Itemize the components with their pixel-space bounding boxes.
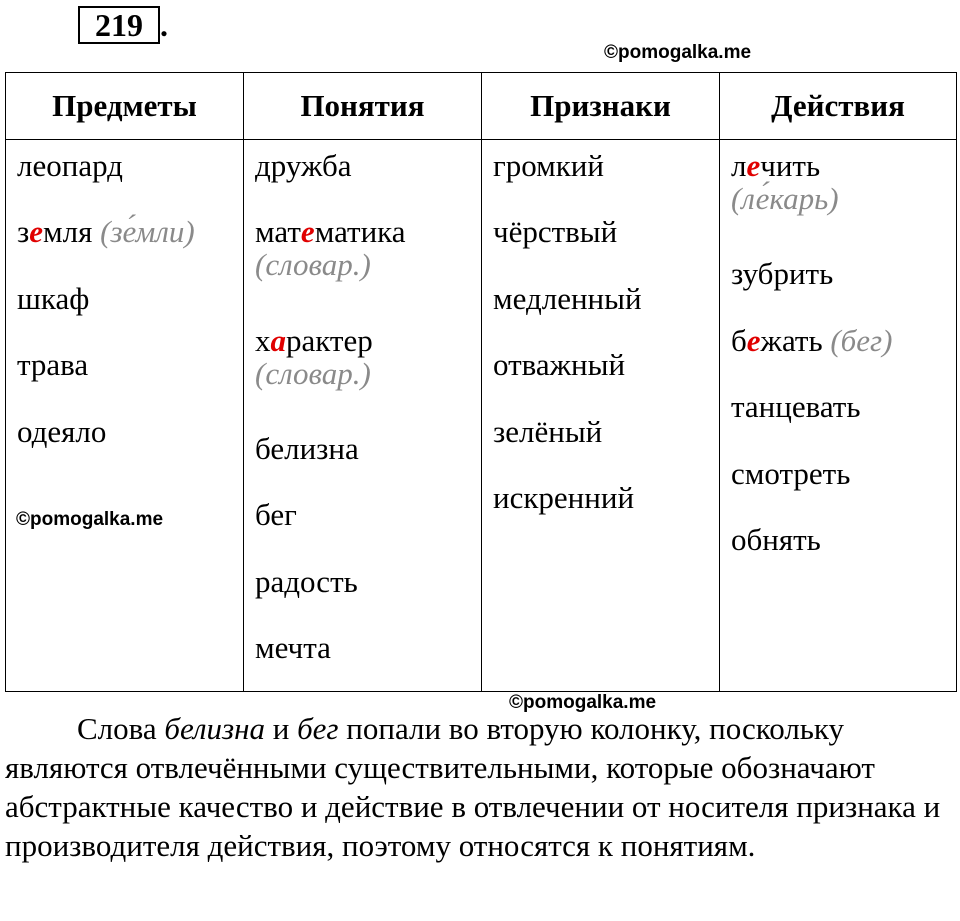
task-number-dot: . [160, 7, 168, 43]
header-concepts: Понятия [244, 73, 482, 140]
word-entry: трава [17, 347, 89, 382]
word-entry-stressed: земля (зе́мли) [17, 214, 195, 249]
word-entry-stressed: бежать (бег) [731, 323, 893, 358]
word-entry: медленный [493, 281, 642, 316]
word-entry: зелёный [493, 414, 603, 449]
header-attributes: Признаки [482, 73, 720, 140]
column-concepts [244, 140, 482, 692]
word-entry-stressed: характер (словар.) [255, 323, 373, 391]
word-entry: леопард [17, 148, 123, 183]
header-actions: Действия [720, 73, 957, 140]
word-entry: дружба [255, 148, 352, 183]
header-objects: Предметы [6, 73, 244, 140]
word-entry: смотреть [731, 456, 851, 491]
word-entry: белизна [255, 431, 359, 466]
column-attributes [482, 140, 720, 692]
word-note: (ле́карь) [731, 181, 839, 216]
word-entry: шкаф [17, 281, 90, 316]
word-entry: радость [255, 564, 358, 599]
word-entry: чёрствый [493, 214, 618, 249]
word-entry-stressed: математика (словар.) [255, 214, 406, 282]
word-note: (зе́мли) [100, 214, 195, 249]
word-entry: обнять [731, 522, 821, 557]
explanation-paragraph: Слова белизна и бег попали во вторую колонку, поскольку являются отвлечёнными существительными, которые обозначают абстрактные качество и действие в отвлечении от носителя признака и производителя действия, поэтому относятся к понятиям. [5, 711, 941, 863]
word-note: (словар.) [255, 247, 371, 282]
word-note: (словар.) [255, 356, 371, 391]
example-word: белизна [164, 711, 265, 746]
word-entry: зубрить [731, 256, 834, 291]
column-objects [6, 140, 244, 692]
word-note: (бег) [830, 323, 893, 358]
watermark-bottom: ©pomogalka.me [509, 692, 657, 713]
column-actions [720, 140, 957, 692]
word-entry: громкий [493, 148, 604, 183]
word-classification-table [5, 72, 957, 692]
example-word: бег [297, 711, 339, 746]
word-entry-stressed: лечить (ле́карь) [731, 148, 839, 216]
word-entry: танцевать [731, 389, 861, 424]
word-entry: мечта [255, 630, 331, 665]
word-entry: бег [255, 497, 297, 532]
word-entry: искренний [493, 480, 635, 515]
word-entry: отважный [493, 347, 626, 382]
watermark-top: ©pomogalka.me [604, 42, 752, 63]
word-entry: одеяло [17, 414, 107, 449]
watermark-left: ©pomogalka.me [16, 509, 164, 530]
task-number: 219 [78, 6, 160, 44]
